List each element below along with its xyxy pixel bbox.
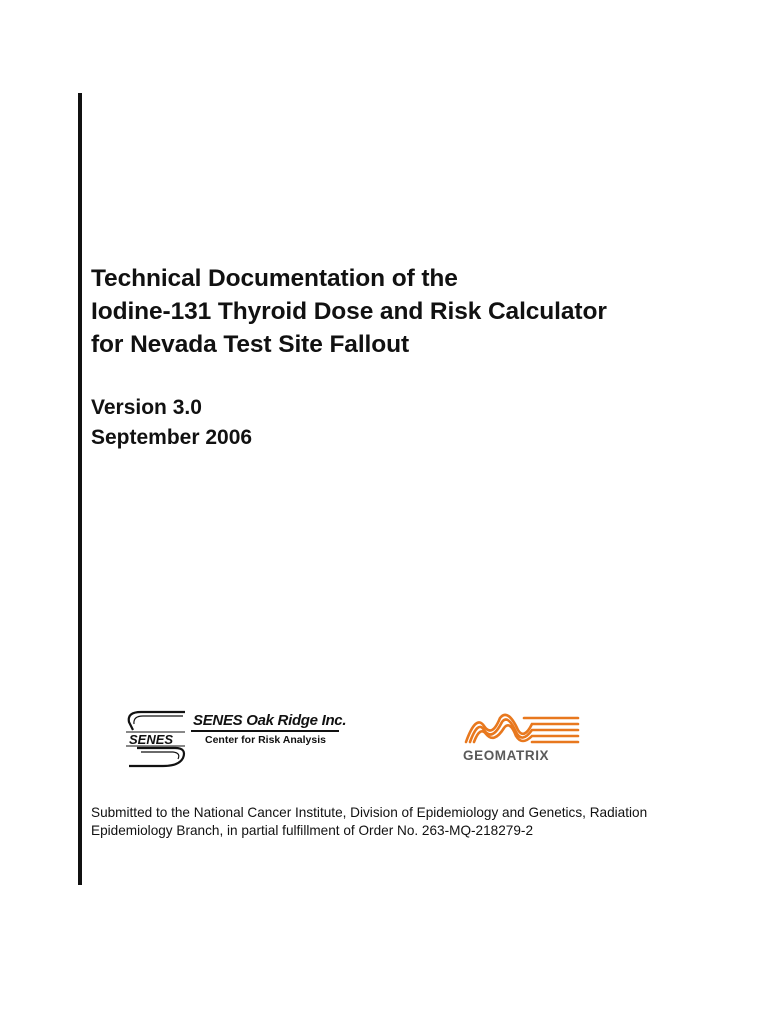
geomatrix-wave-icon <box>462 710 582 746</box>
title-line-3: for Nevada Test Site Fallout <box>91 331 410 358</box>
submission-line-2: Epidemiology Branch, in partial fulfillment of Order No. 263-MQ-218279-2 <box>91 823 534 838</box>
senes-logo <box>123 708 348 768</box>
senes-subtitle: Center for Risk Analysis <box>205 734 326 746</box>
senes-emblem-text: SENES <box>129 732 174 747</box>
geomatrix-logo <box>462 710 582 766</box>
senes-emblem-icon <box>123 708 193 768</box>
date-text: September 2006 <box>91 426 253 449</box>
title-line-2: Iodine-131 Thyroid Dose and Risk Calculator <box>91 298 607 325</box>
version-text: Version 3.0 <box>91 396 202 419</box>
submission-line-1: Submitted to the National Cancer Institute, Division of Epidemiology and Genetics, Radiation <box>91 805 648 820</box>
submission-statement <box>91 804 731 840</box>
senes-company-name: SENES Oak Ridge Inc. <box>193 712 347 729</box>
senes-divider <box>191 730 339 732</box>
version-date-block <box>91 393 252 453</box>
left-margin-bar <box>78 93 82 885</box>
title-line-1: Technical Documentation of the <box>91 265 458 292</box>
document-title <box>91 262 731 361</box>
geomatrix-name: GEOMATRIX <box>463 748 550 763</box>
